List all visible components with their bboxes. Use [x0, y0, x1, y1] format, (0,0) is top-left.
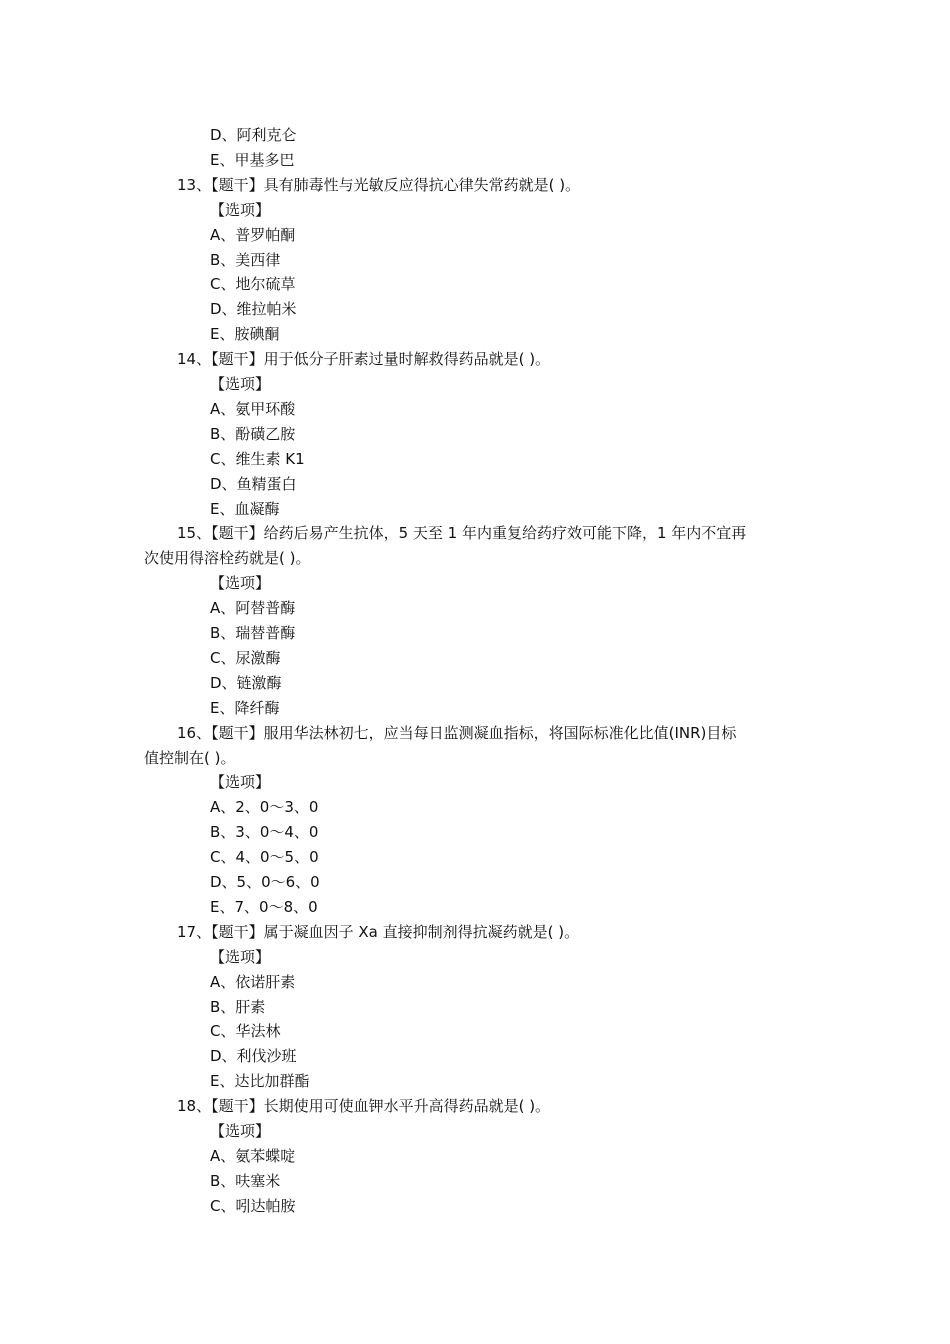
option-item: A、依诺肝素 [210, 972, 296, 991]
question-stem: 13、【题干】具有肺毒性与光敏反应得抗心律失常药就是( )。 [177, 175, 581, 194]
question-stem: 15、【题干】给药后易产生抗体，5 天至 1 年内重复给药疗效可能下降，1 年内不宜再 [177, 524, 747, 543]
option-item: E、达比加群酯 [210, 1072, 310, 1091]
options-header: 【选项】 [210, 947, 271, 966]
option-item: A、阿替普酶 [210, 599, 296, 618]
option-item: B、酚磺乙胺 [210, 424, 296, 443]
options-header: 【选项】 [210, 200, 271, 219]
option-item: B、3、0～4、0 [210, 823, 319, 842]
options-header: 【选项】 [210, 574, 271, 593]
option-item: D、5、0～6、0 [210, 873, 320, 891]
option-item: D、链激酶 [210, 673, 282, 692]
option-item: C、地尔硫草 [210, 275, 296, 294]
options-header: 【选项】 [210, 375, 271, 393]
question-stem: 14、【题干】用于低分子肝素过量时解救得药品就是( )。 [177, 350, 551, 369]
option-item: E、胺碘酮 [210, 325, 280, 344]
option-item: D、鱼精蛋白 [210, 474, 297, 493]
option-item: B、美西律 [210, 250, 281, 269]
option-item: A、氨甲环酸 [210, 399, 296, 418]
option-item: E、血凝酶 [210, 499, 280, 518]
option-item: D、维拉帕米 [210, 300, 297, 319]
options-header: 【选项】 [210, 773, 271, 792]
option-item: E、甲基多巴 [210, 150, 295, 169]
question-stem: 16、【题干】服用华法林初七，应当每日监测凝血指标，将国际标准化比值(INR)目标 [177, 723, 737, 742]
option-item: C、尿激酶 [210, 648, 281, 667]
option-item: C、4、0～5、0 [210, 848, 319, 867]
option-item: A、2、0～3、0 [210, 798, 319, 817]
question-stem-continued: 值控制在( )。 [144, 748, 236, 767]
option-item: A、氨苯蝶啶 [210, 1146, 296, 1165]
option-item: B、呋塞米 [210, 1171, 281, 1190]
option-item: E、7、0～8、0 [210, 897, 318, 916]
option-item: D、利伐沙班 [210, 1047, 297, 1066]
question-stem: 18、【题干】长期使用可使血钾水平升高得药品就是( )。 [177, 1097, 551, 1116]
option-item: B、肝素 [210, 997, 266, 1016]
question-stem: 17、【题干】属于凝血因子 Xa 直接抑制剂得抗凝药就是( )。 [177, 922, 580, 941]
option-item: C、吲达帕胺 [210, 1196, 296, 1215]
option-item: B、瑞替普酶 [210, 624, 296, 642]
question-stem-continued: 次使用得溶栓药就是( )。 [144, 549, 311, 568]
option-item: A、普罗帕酮 [210, 225, 296, 244]
option-item: C、维生素 K1 [210, 449, 305, 468]
option-item: C、华法林 [210, 1022, 281, 1041]
option-item: D、阿利克仑 [210, 126, 297, 144]
options-header: 【选项】 [210, 1122, 271, 1140]
option-item: E、降纤酶 [210, 698, 280, 717]
